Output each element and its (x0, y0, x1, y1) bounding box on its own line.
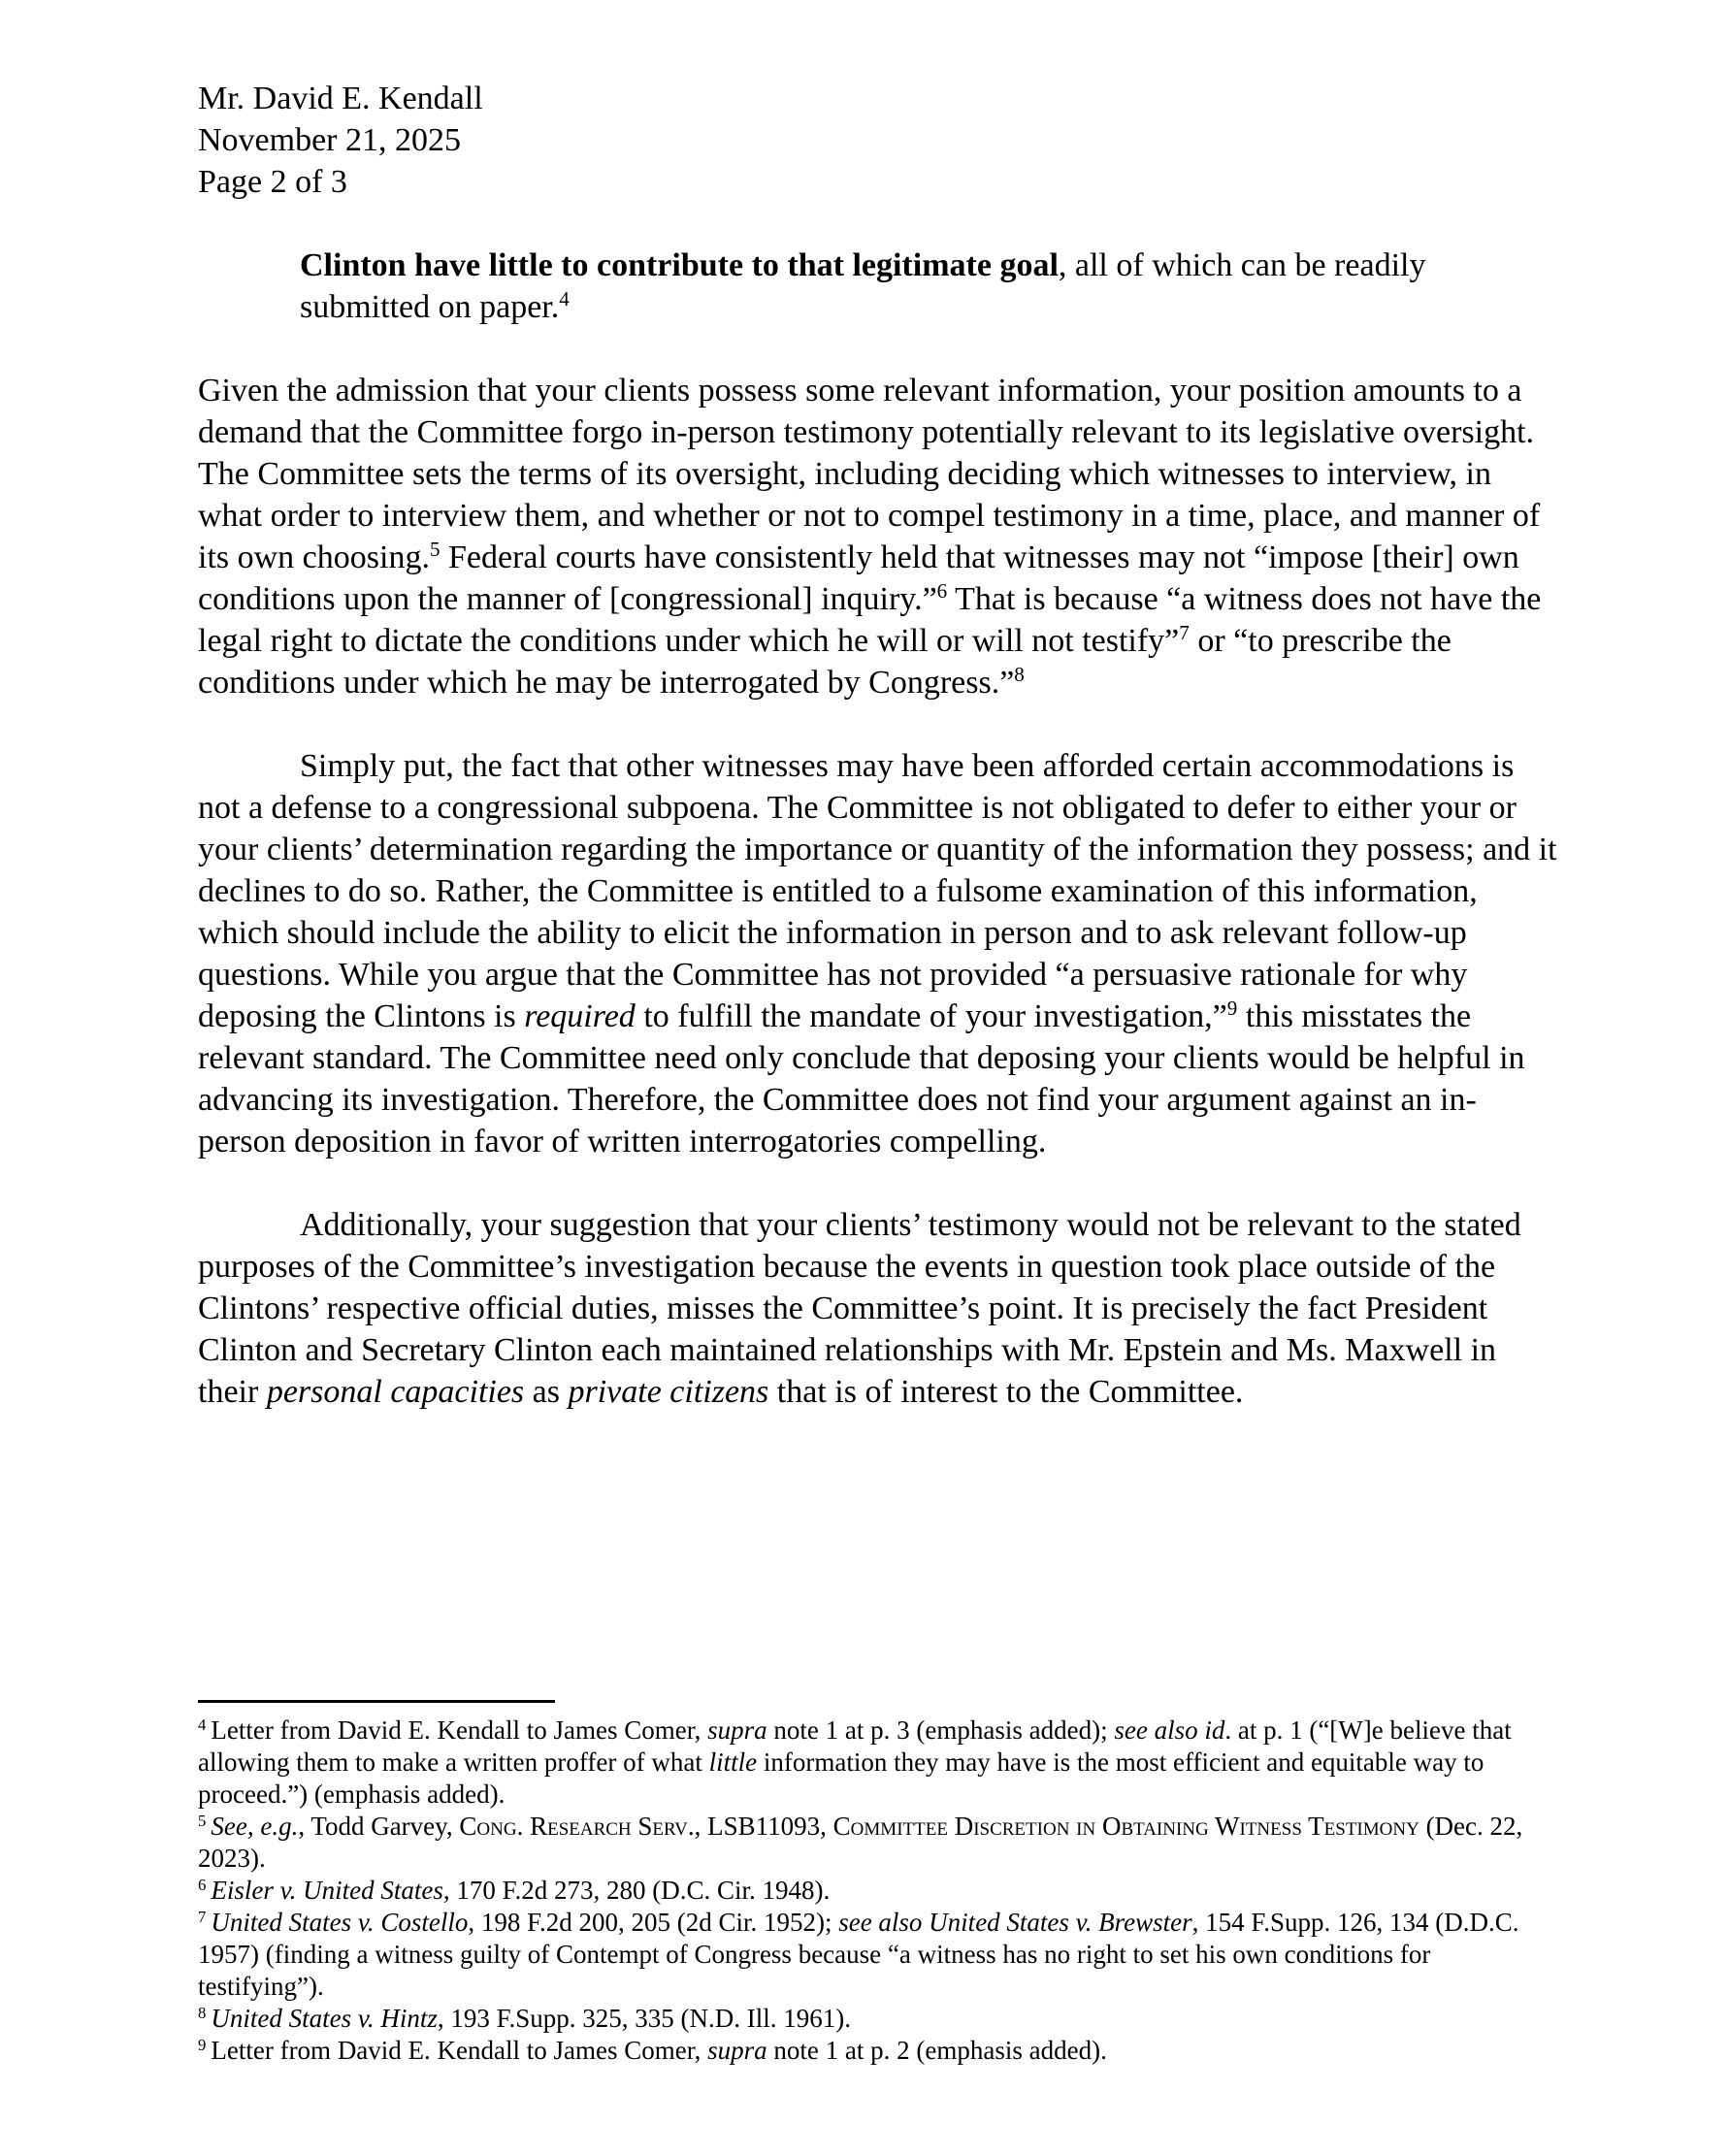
footnote-8 (198, 2003, 1562, 2035)
footnote-9-text: Letter from David E. Kendall to James Comer, supra note 1 at p. 2 (emphasis added). (211, 2036, 1107, 2065)
footnote-9 (198, 2035, 1562, 2067)
paragraph-given-admission: Given the admission that your clients possess some relevant information, your position amounts to a demand that the Committee forgo in-person testimony potentially relevant to its legislative oversight. The Committee sets the terms of its oversight, including deciding which witnesses to interview, in what order to interview them, and whether or not to compel testimony in a time, place, and manner of its own choosing.$^5$ Federal courts have consistently held that witnesses may not “impose [their] own conditions upon the manner of [congressional] inquiry.”$^6$ That is because “a witness does not have the legal right to dictate the conditions under which he will or will not testify”$^7$ or “to prescribe the conditions under which he may be interrogated by Congress.”$^8$ (198, 373, 1542, 701)
footnote-8-number: 8 (198, 2003, 207, 2022)
block-quote: Clinton have little to contribute to that legitimate goal, all of which can be readily submitted on paper.$^4$ (300, 247, 1426, 325)
paragraph-additionally: Additionally, your suggestion that your clients’ testimony would not be relevant to the stated purposes of the Committee’s investigation because the events in question took place outside of the Clintons’ respective official duties, misses the Committee’s point. It is precisely the fact President Clinton and Secretary Clinton each maintained relationships with Mr. Epstein and Ms. Maxwell in their personal capacities as private citizens that is of interest to the Committee. (198, 1207, 1521, 1410)
footnote-7-number: 7 (198, 1907, 207, 1926)
footnote-7 (198, 1907, 1562, 2003)
footnote-4-number: 4 (198, 1715, 207, 1734)
footnote-section (198, 1700, 1562, 2067)
footnote-6 (198, 1875, 1562, 1907)
letter-date: November 21, 2025 (198, 122, 462, 158)
footnote-6-number: 6 (198, 1875, 207, 1894)
footnote-7-text: United States v. Costello, 198 F.2d 200, 205 (2d Cir. 1952); see also United States v. Brewster, 154 F.Supp. 126, 134 (D.D.C. 1957) (finding a witness guilty of Contempt of Congress because “a witness has no right to set his own conditions for testifying”). (198, 1908, 1519, 2001)
footnote-separator-rule (198, 1700, 555, 1703)
footnote-4-text: Letter from David E. Kendall to James Comer, supra note 1 at p. 3 (emphasis added); see also id. at p. 1 (“[W]e believe that allowing them to make a written proffer of what little information they may have is the most efficient and equitable way to proceed.”) (emphasis added). (198, 1715, 1512, 1809)
paragraph-simply-put: Simply put, the fact that other witnesses may have been afforded certain accommodations is not a defense to a congressional subpoena. The Committee is not obligated to defer to either your or your clients’ determination regarding the importance or quantity of the information they possess; and it declines to do so. Rather, the Committee is entitled to a fulsome examination of this information, which should include the ability to elicit the information in person and to ask relevant follow-up questions. While you argue that the Committee has not provided “a persuasive rationale for why deposing the Clintons is required to fulfill the mandate of your investigation,”$^9$ this misstates the relevant standard. The Committee need only conclude that deposing your clients would be helpful in advancing its investigation. Therefore, the Committee does not find your argument against an in-person deposition in favor of written interrogatories compelling. (198, 748, 1557, 1160)
footnote-5-number: 5 (198, 1811, 207, 1830)
footnote-5 (198, 1811, 1562, 1875)
footnote-9-number: 9 (198, 2035, 207, 2054)
footnote-4 (198, 1715, 1562, 1811)
recipient-name: Mr. David E. Kendall (198, 81, 483, 116)
footnote-8-text: United States v. Hintz, 193 F.Supp. 325, 335 (N.D. Ill. 1961). (211, 2004, 851, 2033)
footnote-5-text: See, e.g., Todd Garvey, Cong. Research Serv., LSB11093, Committee Discretion in Obtaining Witness Testimony (Dec. 22, 2023). (198, 1812, 1523, 1873)
page-number-label: Page 2 of 3 (198, 164, 347, 200)
footnote-6-text: Eisler v. United States, 170 F.2d 273, 280 (D.C. Cir. 1948). (211, 1876, 831, 1905)
letter-header (198, 78, 1562, 203)
